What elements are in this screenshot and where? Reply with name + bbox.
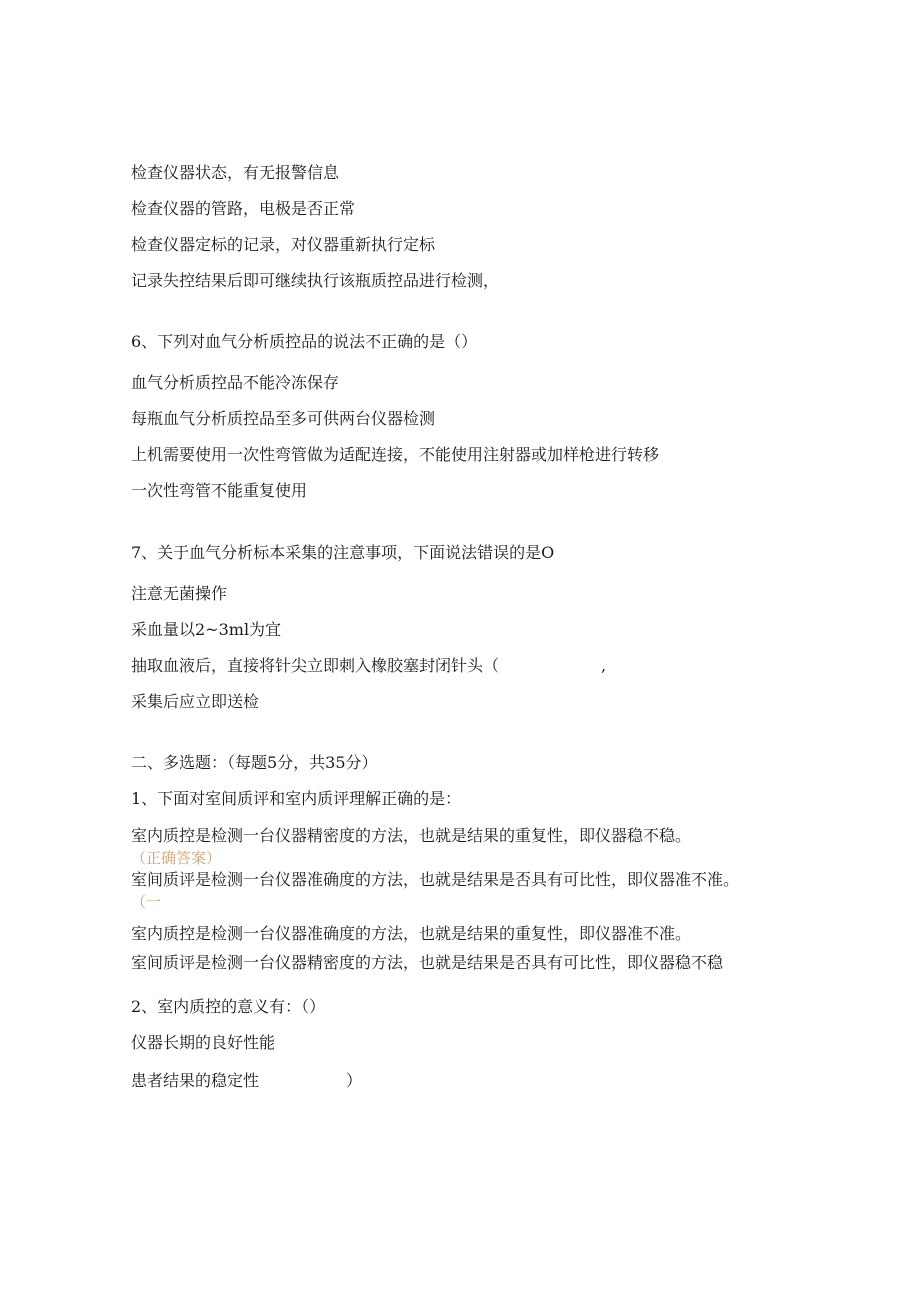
option-record-continue: 记录失控结果后即可继续执行该瓶质控品进行检测， xyxy=(131,271,500,290)
m1-option-d: 室间质评是检测一台仪器精密度的方法，也就是结果是否具有可比性，即仪器稳不稳 xyxy=(131,953,724,972)
question-7: 7、关于血气分析标本采集的注意事项，下面说法错误的是O xyxy=(131,543,555,562)
option-check-pipeline: 检查仪器的管路，电极是否正常 xyxy=(131,199,356,218)
m2-option-b: 患者结果的稳定性 xyxy=(131,1071,260,1090)
m1-option-c: 室内质控是检测一台仪器准确度的方法，也就是结果的重复性，即仪器准不准。 xyxy=(131,924,692,943)
m1-answer-mark: （正确答案） xyxy=(131,849,222,867)
q6-option-d: 一次性弯管不能重复使用 xyxy=(131,481,308,500)
option-check-calibration: 检查仪器定标的记录，对仪器重新执行定标 xyxy=(131,235,436,254)
q6-option-a: 血气分析质控品不能冷冻保存 xyxy=(131,373,340,392)
section-heading-multiple-choice: 二、多选题：（每题5分，共35分） xyxy=(131,753,378,772)
q7-option-a: 注意无菌操作 xyxy=(131,584,228,603)
q7-option-c-comma: , xyxy=(601,656,607,675)
m2-option-b-paren: ） xyxy=(346,1071,363,1090)
q6-option-b: 每瓶血气分析质控品至多可供两台仪器检测 xyxy=(131,409,436,428)
q7-option-b: 采血量以2~3ml为宜 xyxy=(131,620,282,639)
question-6: 6、下列对血气分析质控品的说法不正确的是（） xyxy=(131,332,478,351)
m1-option-a: 室内质控是检测一台仪器精密度的方法，也就是结果的重复性，即仪器稳不稳。 xyxy=(131,826,692,845)
multi-question-2: 2、室内质控的意义有：（） xyxy=(131,997,326,1016)
q7-option-d: 采集后应立即送检 xyxy=(131,692,260,711)
option-check-status: 检查仪器状态，有无报警信息 xyxy=(131,163,340,182)
m1-answer-mark-partial: （一 xyxy=(131,893,162,911)
m1-option-b: 室间质评是检测一台仪器准确度的方法，也就是结果是否具有可比性，即仪器准不准。 xyxy=(131,870,740,889)
m2-option-a: 仪器长期的良好性能 xyxy=(131,1033,276,1052)
q7-option-c: 抽取血液后，直接将针尖立即刺入橡胶塞封闭针头（ xyxy=(131,656,500,675)
q6-option-c: 上机需要使用一次性弯管做为适配连接，不能使用注射器或加样枪进行转移 xyxy=(131,445,660,464)
multi-question-1: 1、下面对室间质评和室内质评理解正确的是： xyxy=(131,789,462,808)
